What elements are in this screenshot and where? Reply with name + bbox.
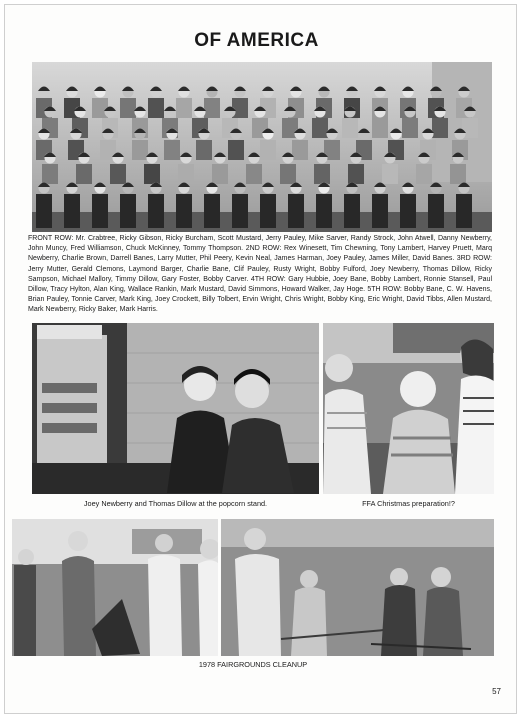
fairgrounds-cleanup-photo-left (12, 519, 218, 656)
christmas-preparation-caption: FFA Christmas preparation!? (362, 499, 455, 508)
christmas-preparation-photo (323, 323, 494, 494)
popcorn-stand-caption: Joey Newberry and Thomas Dillow at the popcorn stand. (83, 499, 268, 508)
popcorn-stand-photo (32, 323, 319, 494)
fairgrounds-cleanup-photo-right (221, 519, 494, 656)
group-photo-caption: FRONT ROW: Mr. Crabtree, Ricky Gibson, Ricky Burcham, Scott Mustard, Jerry Pauley, Mike Sarver, Randy Strock, John Atwell, Danny Newberry, John Muncy, Fred Williamson, Chuck McKinney, Tommy Thompson. 2ND ROW: Rex Winesett, Tim Chewning, Tony Lambert, Harvey Pruett, Marq Newberry, Charlie Brown, Darrell Banes, Larry Mutter, Phil Peery, Kevin Neal, James Harman, Joey Pauley, James Miller, David Banes. 3RD ROW: Jerry Mutter, Gerald Clemons, Laymond Barger, Charlie Bane, Clif Pauley, Rusty Wright, Bobby Fulford, Joey Newberry, Thomas Dillow, Ricky Sampson, Michael Mallory, Timmy Dillow, Gary Foster, Bobby Carver. 4TH ROW: Gary Hubbie, Joey Bane, Bobby Lambert, Ronnie Stansell, Paul Dillow, Tracy Hylton, Alan King, Wallace Rankin, Mark Mustard, David Simmons, Howard Walker, Jay Hoge. 5TH ROW: Bobby Bane, C. W. Havens, Brian Pauley, Tonnie Carver, Mark King, Joey Crockett, Billy Tolbert, Ervin Wright, Chris Wright, Bobby King, Eric Wright, David Tibbs, Allen Mustard, Mark Newberry, Ricky Baker, Mark Harris. (28, 235, 492, 314)
fairgrounds-cleanup-caption: 1978 FAIRGROUNDS CLEANUP (198, 660, 308, 669)
page-title: OF AMERICA (194, 30, 319, 51)
page-number: 57 (492, 687, 501, 696)
group-photo (32, 62, 492, 232)
